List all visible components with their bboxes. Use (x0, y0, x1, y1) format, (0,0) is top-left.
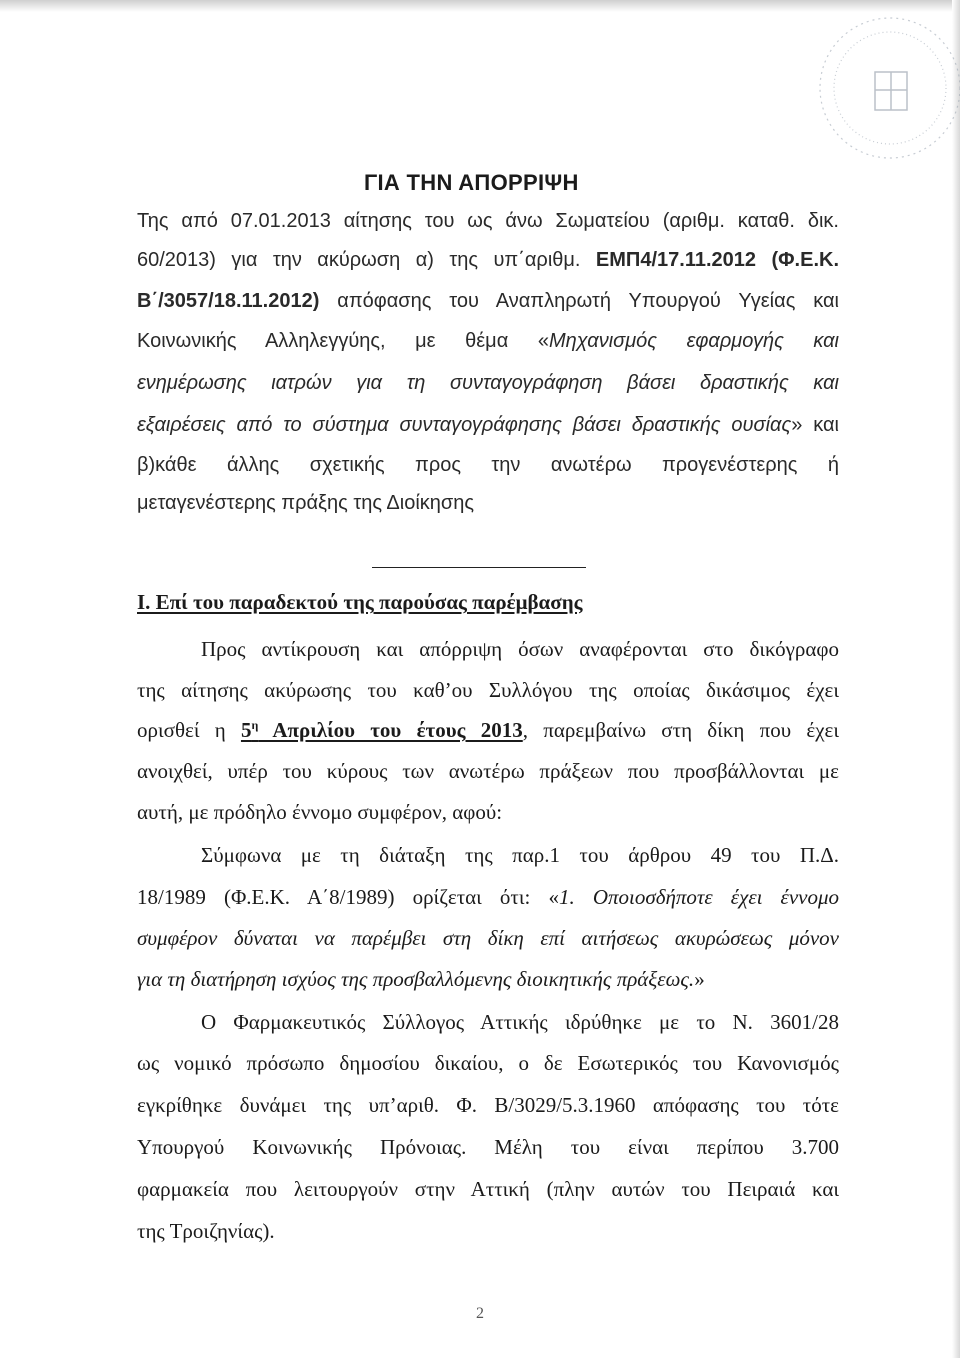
body-line-text: ορισθεί η (137, 718, 241, 742)
body-line: εγκρίθηκε δυνάμει της υπ’αριθ. Φ. Β/3029/5.3.1960 απόφασης του τότε (137, 1093, 839, 1117)
body-line (137, 718, 839, 743)
hearing-date (241, 718, 523, 742)
intro-line: Της από 07.01.2013 αίτησης του ως άνω Σωματείου (αριθμ. καταθ. δικ. (137, 210, 839, 232)
document-title: ΓΙΑ ΤΗΝ ΑΠΟΡΡΙΨΗ (364, 170, 579, 195)
intro-line-text: 60/2013) για την ακύρωση α) της υπ΄αριθμ. (137, 249, 596, 271)
ordinal-suffix: η (251, 718, 259, 732)
body-line-text: 18/1989 (Φ.Ε.Κ. Α΄8/1989) ορίζεται ότι: « (137, 885, 559, 909)
intro-line: β)κάθε άλλης σχετικής προς την ανωτέρω προγενέστερης ή (137, 454, 839, 476)
section-heading: Ι. Επί του παραδεκτού της παρούσας παρέμβασης (137, 590, 583, 614)
hearing-month-year: Απριλίου του έτους 2013 (258, 718, 523, 742)
body-line: Υπουργού Κοινωνικής Πρόνοιας. Μέλη του είναι περίπου 3.700 (137, 1135, 839, 1159)
hearing-day: 5 (240, 718, 252, 742)
body-line: ανοιχθεί, υπέρ του κύρους των ανωτέρω πράξεων που προσβάλλονται με (137, 759, 839, 783)
stamp-seal-icon (770, 0, 960, 195)
body-line: Σύμφωνα με τη διάταξη της παρ.1 του άρθρου 49 του Π.Δ. (201, 843, 839, 867)
body-line: αυτή, με πρόδηλο έννομο συμφέρον, αφού: (137, 800, 503, 824)
body-line (137, 885, 839, 910)
intro-line (137, 330, 839, 353)
quote-close: » (694, 967, 705, 991)
body-line (137, 967, 839, 992)
intro-line: μεταγενέστερης πράξης της Διοίκησης (137, 492, 475, 514)
page-number: 2 (476, 1305, 484, 1322)
gazette-reference: Β΄/3057/18.11.2012) (137, 290, 320, 312)
body-line: της αίτησης ακύρωσης του καθ’ου Συλλόγου της οποίας δικάσιμος έχει (137, 678, 839, 702)
body-line: Προς αντίκρουση και απόρριψη όσων αναφέρονται στο δικόγραφο (201, 637, 839, 661)
body-line-text: , παρεμβαίνω στη δίκη που έχει (522, 718, 839, 742)
body-line: συμφέρον δύναται να παρέμβει στη δίκη επί αιτήσεως ακυρώσεως μόνον (137, 926, 839, 950)
page-edge-right (952, 0, 960, 1358)
decision-reference: ΕΜΠ4/17.11.2012 (Φ.Ε.Κ. (595, 249, 839, 271)
legal-quote: για τη διατήρηση ισχύος της προσβαλλόμενης διοικητικής πράξεως. (137, 967, 695, 991)
separator-line (372, 567, 586, 568)
intro-line (137, 290, 839, 313)
intro-line-text: » και (791, 414, 839, 436)
subject-quote: εξαιρέσεις από το σύστημα συνταγογράφησης βάσει δραστικής ουσίας (137, 414, 792, 436)
body-line: φαρμακεία που λειτουργούν στην Αττική (πλην αυτών του Πειραιά και (137, 1177, 839, 1201)
body-line: της Τροιζηνίας). (137, 1219, 275, 1243)
body-line: Ο Φαρμακευτικός Σύλλογος Αττικής ιδρύθηκε με το Ν. 3601/28 (201, 1010, 839, 1034)
intro-line (137, 414, 839, 437)
body-line: ως νομικό πρόσωπο δημοσίου δικαίου, ο δε Εσωτερικός του Κανονισμός (137, 1051, 839, 1075)
legal-quote: 1. Οποιοσδήποτε έχει έννομο (558, 885, 840, 909)
subject-quote: Μηχανισμός εφαρμογής και (548, 330, 839, 352)
intro-line (137, 249, 839, 272)
intro-line-text: Κοινωνικής Αλληλεγγύης, με θέμα « (137, 330, 549, 352)
intro-line: ενημέρωσης ιατρών για τη συνταγογράφηση βάσει δραστικής και (137, 372, 839, 394)
intro-line-text: απόφασης του Αναπληρωτή Υπουργού Υγείας και (319, 290, 839, 312)
